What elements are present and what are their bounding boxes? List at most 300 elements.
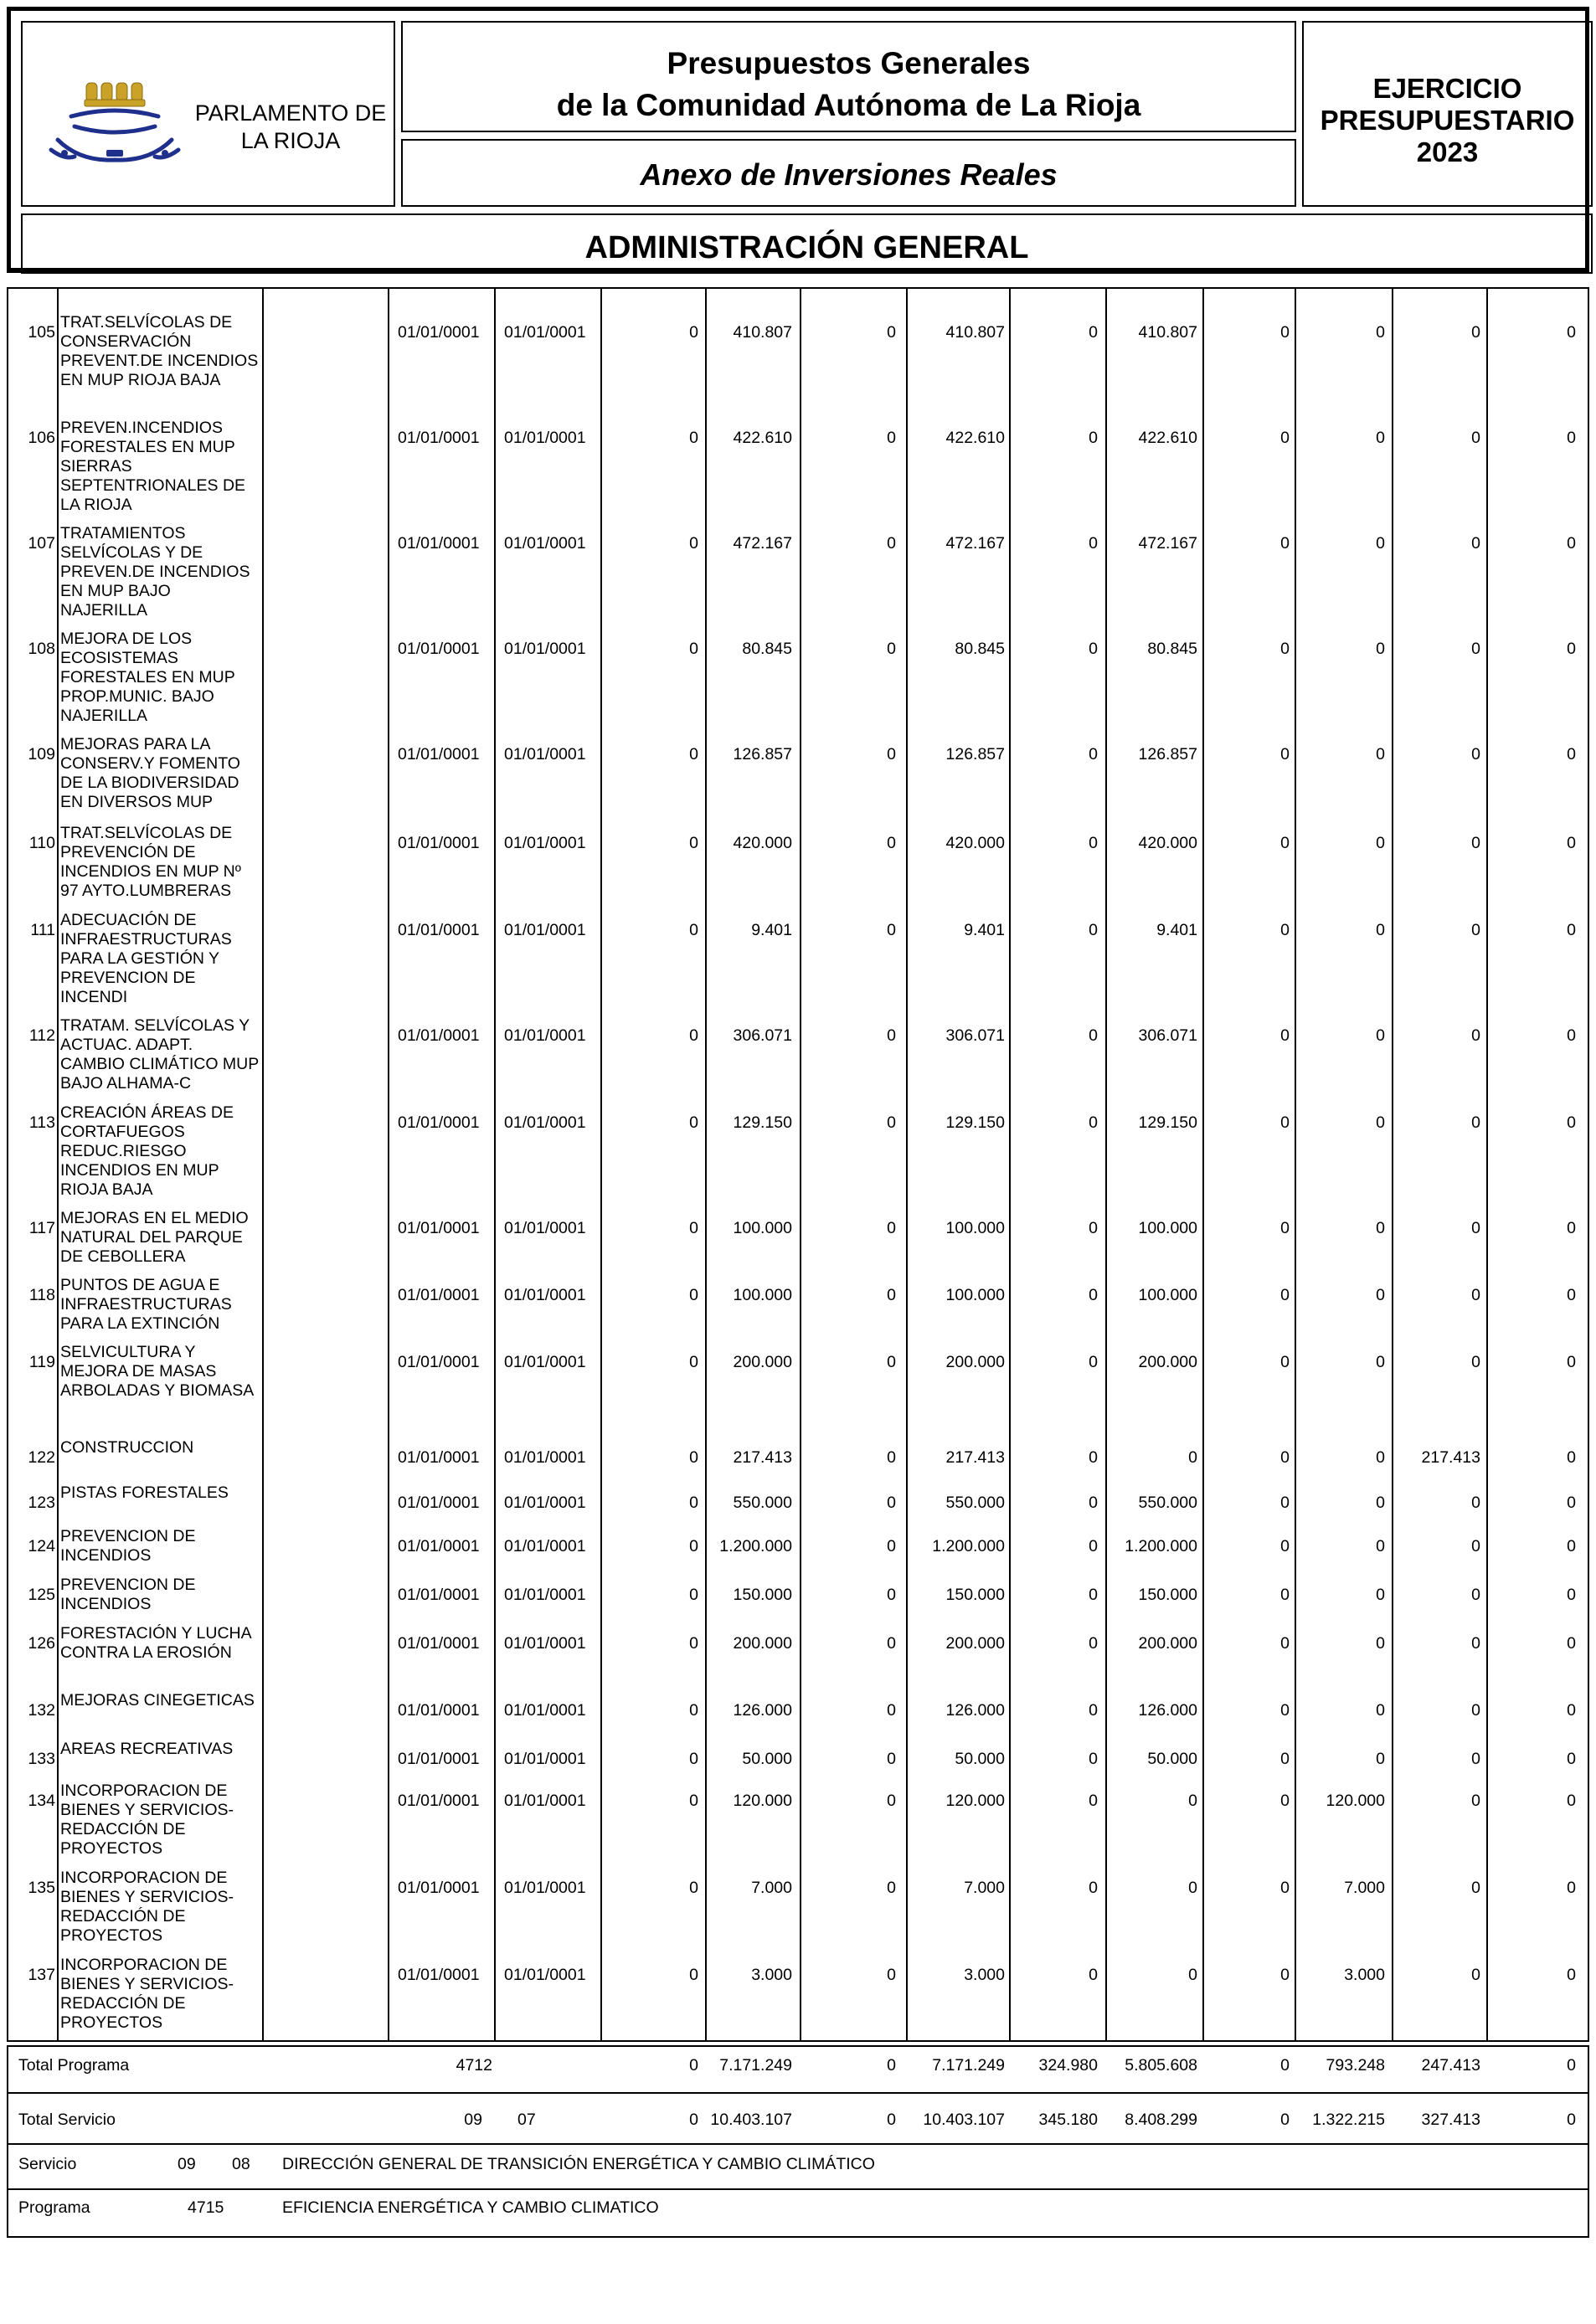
row-amount: 0 (1280, 1750, 1290, 1768)
row-date: 01/01/0001 (504, 1286, 586, 1304)
row-amount: 0 (1089, 1113, 1098, 1132)
column-divider (1486, 287, 1488, 2042)
row-date: 01/01/0001 (504, 1879, 586, 1897)
row-amount: 0 (1471, 1494, 1480, 1512)
row-amount: 0 (1376, 834, 1385, 852)
total-programa-value: 0 (887, 2056, 896, 2075)
total-servicio-value: 345.180 (1038, 2111, 1098, 2129)
total-servicio-value: 8.408.299 (1125, 2111, 1197, 2129)
title-box (401, 21, 1296, 132)
row-amount: 126.857 (1138, 745, 1197, 764)
row-amount: 0 (1089, 834, 1098, 852)
row-amount: 0 (1567, 1792, 1576, 1810)
row-amount: 0 (1188, 1966, 1197, 1984)
row-date: 01/01/0001 (398, 834, 480, 852)
row-amount: 306.071 (1138, 1026, 1197, 1045)
row-amount: 126.000 (733, 1701, 792, 1720)
row-date: 01/01/0001 (504, 1494, 586, 1512)
section-title: ADMINISTRACIÓN GENERAL (584, 230, 1029, 265)
row-amount: 0 (1089, 1792, 1098, 1810)
row-date: 01/01/0001 (398, 1113, 480, 1132)
row-amount: 0 (887, 1966, 896, 1984)
row-date: 01/01/0001 (504, 1026, 586, 1045)
row-number: 137 (28, 1966, 55, 1984)
column-divider (388, 287, 389, 2042)
row-date: 01/01/0001 (398, 429, 480, 447)
row-description: MEJORA DE LOS ECOSISTEMAS FORESTALES EN MUP PROP.MUNIC. BAJO NAJERILLA (60, 630, 235, 725)
programa-code: 4715 (188, 2198, 224, 2217)
row-amount: 0 (1089, 1750, 1098, 1768)
row-amount: 0 (887, 323, 896, 342)
servicio-name: DIRECCIÓN GENERAL DE TRANSICIÓN ENERGÉTICA Y CAMBIO CLIMÁTICO (282, 2155, 875, 2173)
row-amount: 0 (689, 745, 698, 764)
row-amount: 422.610 (733, 429, 792, 447)
row-amount: 472.167 (733, 534, 792, 553)
row-description: MEJORAS EN EL MEDIO NATURAL DEL PARQUE DE CEBOLLERA (60, 1209, 249, 1266)
row-amount: 0 (887, 429, 896, 447)
row-amount: 0 (1089, 1448, 1098, 1467)
row-amount: 0 (1471, 1353, 1480, 1371)
row-number: 105 (28, 323, 55, 342)
row-amount: 0 (1089, 921, 1098, 939)
row-amount: 0 (689, 834, 698, 852)
row-amount: 0 (1471, 429, 1480, 447)
row-amount: 100.000 (733, 1219, 792, 1237)
row-amount: 126.857 (945, 745, 1005, 764)
row-amount: 150.000 (733, 1586, 792, 1604)
row-amount: 80.845 (1147, 640, 1197, 658)
total-servicio-value: 10.403.107 (710, 2111, 792, 2129)
row-amount: 0 (1471, 1792, 1480, 1810)
row-description: PREVENCION DE INCENDIOS (60, 1576, 196, 1613)
row-number: 117 (28, 1219, 55, 1237)
row-number: 109 (28, 745, 55, 764)
row-amount: 0 (1376, 534, 1385, 553)
row-description: CONSTRUCCION (60, 1438, 194, 1457)
row-amount: 0 (1188, 1448, 1197, 1467)
row-amount: 0 (1567, 1879, 1576, 1897)
row-date: 01/01/0001 (398, 1494, 480, 1512)
row-amount: 1.200.000 (719, 1537, 792, 1555)
column-divider (800, 287, 801, 2042)
row-amount: 3.000 (751, 1966, 792, 1984)
row-amount: 0 (1471, 1586, 1480, 1604)
row-amount: 3.000 (964, 1966, 1005, 1984)
row-date: 01/01/0001 (398, 1448, 480, 1467)
servicio-code: 08 (232, 2155, 250, 2173)
row-date: 01/01/0001 (398, 1792, 480, 1810)
row-amount: 0 (1376, 1537, 1385, 1555)
row-amount: 0 (689, 1219, 698, 1237)
row-amount: 0 (1567, 1586, 1576, 1604)
row-date: 01/01/0001 (504, 745, 586, 764)
row-date: 01/01/0001 (504, 429, 586, 447)
row-amount: 9.401 (964, 921, 1005, 939)
row-date: 01/01/0001 (504, 1448, 586, 1467)
row-amount: 200.000 (1138, 1634, 1197, 1653)
row-date: 01/01/0001 (504, 1586, 586, 1604)
row-amount: 0 (1089, 1353, 1098, 1371)
row-amount: 0 (1471, 1537, 1480, 1555)
total-servicio-code: 09 (464, 2111, 482, 2129)
row-amount: 0 (1567, 1701, 1576, 1720)
footer-divider (7, 2092, 1589, 2094)
row-amount: 0 (1376, 921, 1385, 939)
row-amount: 0 (887, 1879, 896, 1897)
column-divider (262, 287, 264, 2042)
row-amount: 0 (887, 1448, 896, 1467)
row-amount: 0 (1089, 1634, 1098, 1653)
column-divider (57, 287, 59, 2042)
row-date: 01/01/0001 (398, 640, 480, 658)
row-description: INCORPORACION DE BIENES Y SERVICIOS-REDACCIÓN DE PROYECTOS (60, 1782, 234, 1858)
row-amount: 0 (1471, 1113, 1480, 1132)
row-amount: 7.000 (964, 1879, 1005, 1897)
servicio-code: 09 (178, 2155, 196, 2173)
row-date: 01/01/0001 (398, 1701, 480, 1720)
row-amount: 0 (887, 921, 896, 939)
row-amount: 100.000 (1138, 1286, 1197, 1304)
row-amount: 0 (1376, 745, 1385, 764)
row-amount: 50.000 (955, 1750, 1005, 1768)
row-amount: 200.000 (733, 1353, 792, 1371)
row-amount: 0 (1089, 323, 1098, 342)
parliament-logo-icon (46, 80, 185, 172)
row-date: 01/01/0001 (504, 1353, 586, 1371)
row-amount: 0 (1567, 640, 1576, 658)
row-amount: 0 (1567, 323, 1576, 342)
row-amount: 550.000 (945, 1494, 1005, 1512)
row-amount: 306.071 (945, 1026, 1005, 1045)
row-date: 01/01/0001 (504, 640, 586, 658)
row-amount: 100.000 (733, 1286, 792, 1304)
total-servicio-value: 0 (689, 2111, 698, 2129)
row-amount: 0 (1376, 1286, 1385, 1304)
row-amount: 0 (1280, 1701, 1290, 1720)
row-amount: 0 (1089, 1026, 1098, 1045)
row-date: 01/01/0001 (504, 1750, 586, 1768)
row-amount: 200.000 (1138, 1353, 1197, 1371)
row-date: 01/01/0001 (398, 1879, 480, 1897)
row-date: 01/01/0001 (398, 1537, 480, 1555)
row-amount: 0 (887, 534, 896, 553)
row-amount: 422.610 (945, 429, 1005, 447)
row-amount: 129.150 (733, 1113, 792, 1132)
row-date: 01/01/0001 (504, 1537, 586, 1555)
row-description: TRATAMIENTOS SELVÍCOLAS Y DE PREVEN.DE INCENDIOS EN MUP BAJO NAJERILLA (60, 524, 250, 620)
row-amount: 0 (1089, 1586, 1098, 1604)
row-amount: 126.000 (945, 1701, 1005, 1720)
row-amount: 0 (689, 1026, 698, 1045)
row-amount: 472.167 (945, 534, 1005, 553)
row-amount: 0 (887, 1701, 896, 1720)
row-amount: 0 (1280, 1792, 1290, 1810)
row-number: 135 (28, 1879, 55, 1897)
row-amount: 0 (689, 534, 698, 553)
row-amount: 0 (887, 1792, 896, 1810)
row-date: 01/01/0001 (398, 1966, 480, 1984)
row-description: PISTAS FORESTALES (60, 1483, 229, 1502)
document-header (7, 7, 1589, 273)
row-amount: 0 (1471, 745, 1480, 764)
row-number: 134 (28, 1792, 55, 1810)
row-amount: 7.000 (1344, 1879, 1385, 1897)
row-amount: 0 (1567, 834, 1576, 852)
row-amount: 0 (689, 429, 698, 447)
row-amount: 0 (1376, 1750, 1385, 1768)
row-amount: 80.845 (955, 640, 1005, 658)
row-date: 01/01/0001 (398, 1219, 480, 1237)
row-amount: 0 (1376, 1586, 1385, 1604)
row-amount: 129.150 (1138, 1113, 1197, 1132)
row-amount: 0 (1280, 1026, 1290, 1045)
row-amount: 0 (1280, 1219, 1290, 1237)
row-amount: 0 (887, 1586, 896, 1604)
row-date: 01/01/0001 (398, 745, 480, 764)
total-programa-code: 4712 (456, 2056, 492, 2075)
total-servicio-value: 0 (887, 2111, 896, 2129)
row-amount: 0 (1280, 1586, 1290, 1604)
row-amount: 0 (689, 1494, 698, 1512)
row-description: CREACIÓN ÁREAS DE CORTAFUEGOS REDUC.RIESGO INCENDIOS EN MUP RIOJA BAJA (60, 1103, 234, 1199)
row-number: 118 (28, 1286, 55, 1304)
row-amount: 0 (1280, 1448, 1290, 1467)
row-amount: 0 (1471, 1879, 1480, 1897)
row-amount: 0 (1376, 1494, 1385, 1512)
row-amount: 410.807 (733, 323, 792, 342)
row-amount: 0 (1089, 1879, 1098, 1897)
row-number: 124 (28, 1537, 55, 1555)
programa-label: Programa (18, 2198, 90, 2217)
row-date: 01/01/0001 (398, 323, 480, 342)
row-amount: 0 (689, 1966, 698, 1984)
footer-divider (7, 2188, 1589, 2190)
row-description: PREVENCION DE INCENDIOS (60, 1527, 196, 1565)
row-description: PUNTOS DE AGUA E INFRAESTRUCTURAS PARA LA EXTINCIÓN (60, 1276, 232, 1333)
row-amount: 0 (689, 1537, 698, 1555)
row-amount: 0 (1567, 1353, 1576, 1371)
parliament-name: PARLAMENTO DE LA RIOJA (194, 100, 387, 153)
row-amount: 0 (1280, 1966, 1290, 1984)
row-amount: 550.000 (733, 1494, 792, 1512)
row-amount: 420.000 (1138, 834, 1197, 852)
row-amount: 0 (689, 1879, 698, 1897)
row-amount: 0 (1471, 1701, 1480, 1720)
row-amount: 420.000 (733, 834, 792, 852)
row-amount: 0 (1567, 1537, 1576, 1555)
column-divider (1202, 287, 1204, 2042)
row-amount: 126.857 (733, 745, 792, 764)
row-date: 01/01/0001 (398, 1586, 480, 1604)
row-amount: 410.807 (945, 323, 1005, 342)
row-date: 01/01/0001 (504, 921, 586, 939)
row-amount: 0 (1376, 1353, 1385, 1371)
row-amount: 100.000 (1138, 1219, 1197, 1237)
row-date: 01/01/0001 (398, 534, 480, 553)
row-amount: 0 (887, 1219, 896, 1237)
row-date: 01/01/0001 (504, 1113, 586, 1132)
total-programa-value: 0 (1567, 2056, 1576, 2075)
row-amount: 0 (1089, 1537, 1098, 1555)
row-amount: 0 (689, 1113, 698, 1132)
row-number: 111 (30, 921, 55, 939)
total-servicio-value: 10.403.107 (923, 2111, 1005, 2129)
annex-box (401, 139, 1296, 207)
row-number: 126 (28, 1634, 55, 1653)
row-amount: 410.807 (1138, 323, 1197, 342)
row-amount: 0 (689, 1448, 698, 1467)
row-amount: 0 (1089, 1701, 1098, 1720)
row-amount: 0 (1280, 640, 1290, 658)
row-description: SELVICULTURA Y MEJORA DE MASAS ARBOLADAS Y BIOMASA (60, 1343, 255, 1400)
row-amount: 0 (1376, 640, 1385, 658)
row-amount: 0 (1280, 1494, 1290, 1512)
row-amount: 0 (1567, 1966, 1576, 1984)
row-amount: 0 (1567, 1286, 1576, 1304)
row-date: 01/01/0001 (504, 1634, 586, 1653)
row-amount: 9.401 (751, 921, 792, 939)
row-amount: 150.000 (1138, 1586, 1197, 1604)
row-amount: 0 (887, 1026, 896, 1045)
row-amount: 0 (1471, 534, 1480, 553)
row-amount: 80.845 (742, 640, 792, 658)
total-servicio-code: 07 (517, 2111, 536, 2129)
row-amount: 0 (887, 1113, 896, 1132)
row-number: 132 (28, 1701, 55, 1720)
row-amount: 0 (1089, 429, 1098, 447)
row-date: 01/01/0001 (398, 1026, 480, 1045)
row-amount: 0 (689, 1792, 698, 1810)
row-amount: 1.200.000 (1125, 1537, 1197, 1555)
row-amount: 50.000 (1147, 1750, 1197, 1768)
row-amount: 420.000 (945, 834, 1005, 852)
row-amount: 0 (1567, 1634, 1576, 1653)
row-amount: 200.000 (945, 1353, 1005, 1371)
row-date: 01/01/0001 (398, 921, 480, 939)
total-programa-value: 0 (1280, 2056, 1290, 2075)
row-amount: 0 (1567, 1026, 1576, 1045)
row-amount: 0 (887, 1494, 896, 1512)
total-programa-value: 5.805.608 (1125, 2056, 1197, 2075)
row-amount: 0 (1567, 1750, 1576, 1768)
row-amount: 0 (1089, 1219, 1098, 1237)
row-date: 01/01/0001 (504, 1701, 586, 1720)
row-amount: 0 (1376, 1219, 1385, 1237)
row-amount: 0 (1471, 1026, 1480, 1045)
annex-title: Anexo de Inversiones Reales (640, 157, 1058, 192)
row-amount: 217.413 (945, 1448, 1005, 1467)
row-date: 01/01/0001 (504, 1966, 586, 1984)
row-amount: 0 (1376, 1026, 1385, 1045)
row-amount: 0 (1471, 1634, 1480, 1653)
row-amount: 0 (689, 1701, 698, 1720)
row-amount: 0 (689, 1353, 698, 1371)
row-amount: 120.000 (1326, 1792, 1385, 1810)
row-amount: 0 (1567, 429, 1576, 447)
total-servicio-label: Total Servicio (18, 2111, 116, 2129)
row-amount: 0 (1089, 745, 1098, 764)
row-amount: 0 (1280, 921, 1290, 939)
row-description: INCORPORACION DE BIENES Y SERVICIOS-REDACCIÓN DE PROYECTOS (60, 1869, 234, 1945)
row-amount: 50.000 (742, 1750, 792, 1768)
header-divider (7, 268, 1589, 270)
row-number: 113 (28, 1113, 55, 1132)
row-amount: 0 (689, 1286, 698, 1304)
row-amount: 0 (887, 745, 896, 764)
servicio-label: Servicio (18, 2155, 77, 2173)
row-description: FORESTACIÓN Y LUCHA CONTRA LA EROSIÓN (60, 1624, 251, 1662)
total-programa-value: 247.413 (1421, 2056, 1480, 2075)
row-amount: 0 (1471, 1966, 1480, 1984)
row-description: PREVEN.INCENDIOS FORESTALES EN MUP SIERRAS SEPTENTRIONALES DE LA RIOJA (60, 419, 246, 514)
row-amount: 0 (1471, 1750, 1480, 1768)
row-amount: 0 (1471, 323, 1480, 342)
column-divider (1009, 287, 1011, 2042)
row-amount: 0 (1280, 1353, 1290, 1371)
row-amount: 0 (1471, 640, 1480, 658)
row-number: 122 (28, 1448, 55, 1467)
row-amount: 0 (1376, 1448, 1385, 1467)
row-amount: 0 (887, 1286, 896, 1304)
row-amount: 0 (1567, 921, 1576, 939)
row-date: 01/01/0001 (398, 1750, 480, 1768)
row-date: 01/01/0001 (504, 323, 586, 342)
row-amount: 0 (1280, 1113, 1290, 1132)
row-amount: 0 (887, 1750, 896, 1768)
row-number: 123 (28, 1494, 55, 1512)
row-number: 119 (28, 1353, 55, 1371)
row-amount: 0 (1280, 1286, 1290, 1304)
row-date: 01/01/0001 (398, 1353, 480, 1371)
row-amount: 120.000 (945, 1792, 1005, 1810)
row-amount: 200.000 (733, 1634, 792, 1653)
row-number: 106 (28, 429, 55, 447)
row-description: MEJORAS CINEGETICAS (60, 1691, 255, 1710)
row-amount: 0 (1089, 640, 1098, 658)
row-amount: 0 (1188, 1792, 1197, 1810)
row-amount: 7.000 (751, 1879, 792, 1897)
row-amount: 0 (689, 1750, 698, 1768)
row-amount: 0 (1188, 1879, 1197, 1897)
row-date: 01/01/0001 (398, 1634, 480, 1653)
row-number: 112 (28, 1026, 55, 1045)
row-amount: 100.000 (945, 1286, 1005, 1304)
total-servicio-value: 0 (1280, 2111, 1290, 2129)
row-description: MEJORAS PARA LA CONSERV.Y FOMENTO DE LA BIODIVERSIDAD EN DIVERSOS MUP (60, 735, 240, 811)
row-amount: 0 (887, 1353, 896, 1371)
row-amount: 0 (1280, 1634, 1290, 1653)
row-date: 01/01/0001 (504, 834, 586, 852)
row-amount: 1.200.000 (932, 1537, 1005, 1555)
total-programa-value: 0 (689, 2056, 698, 2075)
total-servicio-value: 0 (1567, 2111, 1576, 2129)
row-amount: 0 (1567, 1448, 1576, 1467)
row-amount: 150.000 (945, 1586, 1005, 1604)
row-description: TRAT.SELVÍCOLAS DE CONSERVACIÓN PREVENT.DE INCENDIOS EN MUP RIOJA BAJA (60, 313, 259, 389)
row-description: ADECUACIÓN DE INFRAESTRUCTURAS PARA LA GESTIÓN Y PREVENCION DE INCENDI (60, 911, 232, 1006)
logo-box (21, 21, 395, 207)
section-box (21, 213, 1593, 274)
row-amount: 0 (689, 323, 698, 342)
row-amount: 0 (689, 1634, 698, 1653)
row-amount: 0 (1567, 1219, 1576, 1237)
row-number: 108 (28, 640, 55, 658)
row-amount: 0 (1471, 921, 1480, 939)
row-date: 01/01/0001 (398, 1286, 480, 1304)
row-amount: 217.413 (733, 1448, 792, 1467)
row-amount: 0 (689, 921, 698, 939)
row-amount: 3.000 (1344, 1966, 1385, 1984)
